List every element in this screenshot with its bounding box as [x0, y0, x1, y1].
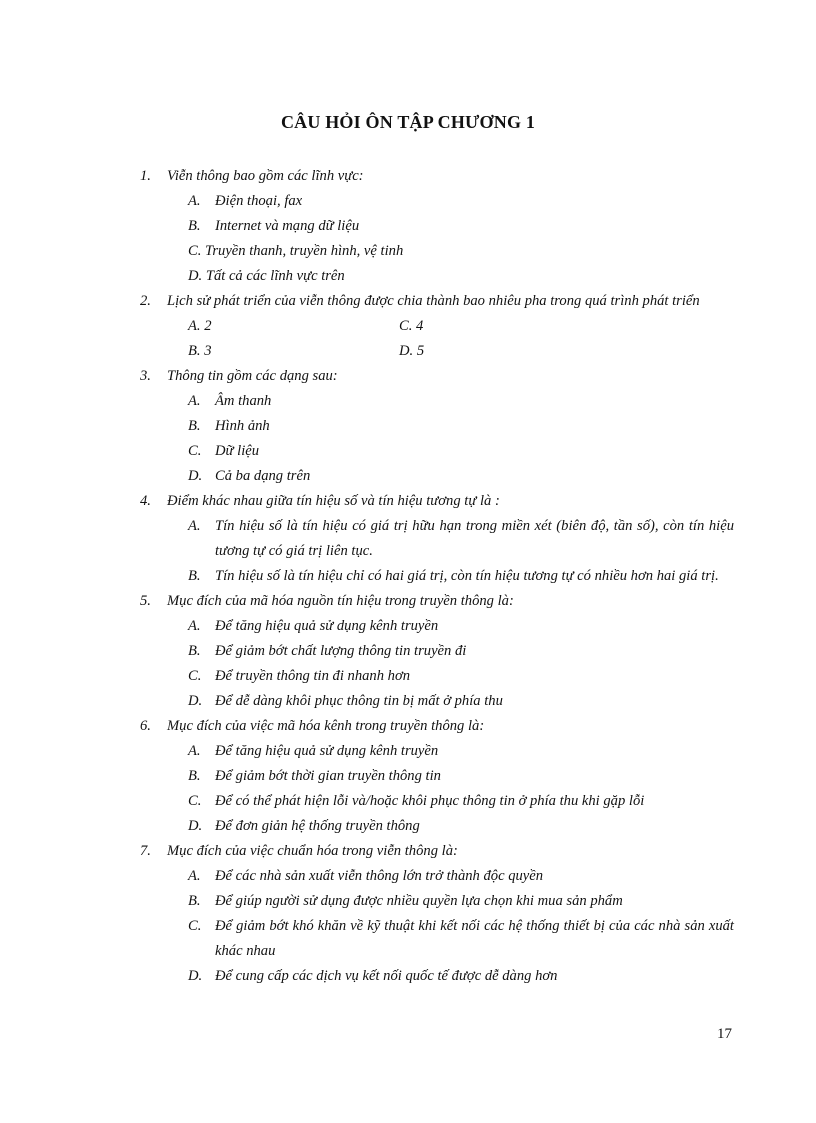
option-text: Để các nhà sản xuất viễn thông lớn trở thành độc quyền [215, 868, 544, 884]
option-text: Hình ảnh [215, 418, 270, 434]
option-5b [140, 639, 734, 664]
option-label: D. [188, 968, 203, 984]
option-3a [140, 389, 734, 414]
option-text: Internet và mạng dữ liệu [215, 218, 360, 234]
question-text: Thông tin gồm các dạng sau: [167, 368, 338, 384]
option-7c [140, 914, 734, 964]
page-number: 17 [717, 1026, 732, 1042]
question-text: Mục đích của việc chuẩn hóa trong viễn thông là: [167, 843, 458, 859]
option-text: Để giúp người sử dụng được nhiều quyền lựa chọn khi mua sản phẩm [215, 893, 623, 909]
option-text: Dữ liệu [215, 443, 260, 459]
option-label: B. [188, 418, 201, 434]
option-1b [140, 214, 734, 239]
option-text: Để giảm bớt chất lượng thông tin truyền đi [215, 643, 467, 659]
option-7b [140, 889, 734, 914]
option-label: B. [188, 568, 201, 584]
option-label: A. [188, 618, 201, 634]
option-text: Để có thể phát hiện lỗi và/hoặc khôi phục thông tin ở phía thu khi gặp lỗi [215, 793, 645, 809]
question-number: 2. [140, 293, 151, 309]
question-number: 6. [140, 718, 151, 734]
option-text: Để truyền thông tin đi nhanh hơn [215, 668, 411, 684]
option-2b: B. 3 [188, 343, 212, 359]
option-6b [140, 764, 734, 789]
option-3d [140, 464, 734, 489]
option-6c [140, 789, 734, 814]
option-label: C. [188, 668, 202, 684]
option-label: B. [188, 893, 201, 909]
option-3c [140, 439, 734, 464]
option-7a [140, 864, 734, 889]
option-row [140, 339, 734, 364]
option-5c [140, 664, 734, 689]
option-row [140, 314, 734, 339]
option-label: A. [188, 743, 201, 759]
option-1a [140, 189, 734, 214]
option-text: Điện thoại, fax [215, 193, 303, 209]
option-2a: A. 2 [188, 318, 212, 334]
option-label: B. [188, 218, 201, 234]
option-text: Để tăng hiệu quả sử dụng kênh truyền [215, 618, 439, 634]
question-text: Mục đích của việc mã hóa kênh trong truyền thông là: [167, 718, 485, 734]
question-text: Mục đích của mã hóa nguồn tín hiệu trong truyền thông là: [167, 593, 514, 609]
option-label: C. [188, 793, 202, 809]
option-2c: C. 4 [399, 318, 424, 334]
option-text: Tín hiệu số là tín hiệu chỉ có hai giá trị, còn tín hiệu tương tự có nhiều hơn hai giá trị. [215, 568, 719, 584]
question-number: 5. [140, 593, 151, 609]
option-label: C. [188, 918, 202, 934]
question-number: 4. [140, 493, 151, 509]
question-text: Lịch sử phát triển của viễn thông được chia thành bao nhiêu pha trong quá trình phát triển [167, 293, 700, 309]
option-2d: D. 5 [399, 343, 425, 359]
option-text: Cả ba dạng trên [215, 468, 311, 484]
question-4 [140, 489, 734, 514]
option-text: Để dễ dàng khôi phục thông tin bị mất ở phía thu [215, 693, 503, 709]
question-3 [140, 364, 734, 389]
question-6 [140, 714, 734, 739]
option-1d: D. Tất cả các lĩnh vực trên [188, 268, 345, 284]
option-text: Để tăng hiệu quả sử dụng kênh truyền [215, 743, 439, 759]
question-text: Viễn thông bao gồm các lĩnh vực: [167, 168, 364, 184]
option-label: D. [188, 693, 203, 709]
option-label: A. [188, 518, 201, 534]
option-4b [140, 564, 734, 589]
option-6d [140, 814, 734, 839]
option-text: Để cung cấp các dịch vụ kết nối quốc tế được dễ dàng hơn [215, 968, 558, 984]
option-label: D. [188, 468, 203, 484]
question-list [140, 164, 734, 989]
question-text: Điểm khác nhau giữa tín hiệu số và tín hiệu tương tự là : [167, 493, 500, 509]
option-text: Để giảm bớt thời gian truyền thông tin [215, 768, 441, 784]
option-5d [140, 689, 734, 714]
option-5a [140, 614, 734, 639]
question-7 [140, 839, 734, 864]
option-text: Âm thanh [215, 393, 272, 409]
option-label: A. [188, 868, 201, 884]
option-label: B. [188, 643, 201, 659]
option-1c: C. Truyền thanh, truyền hình, vệ tinh [188, 243, 404, 259]
option-label: B. [188, 768, 201, 784]
question-2 [140, 289, 734, 314]
question-5 [140, 589, 734, 614]
question-number: 7. [140, 843, 151, 859]
page-title: CÂU HỎI ÔN TẬP CHƯƠNG 1 [280, 112, 536, 132]
option-3b [140, 414, 734, 439]
option-6a [140, 739, 734, 764]
option-text: Để đơn giản hệ thống truyền thông [215, 818, 420, 834]
option-7d [140, 964, 734, 989]
question-number: 1. [140, 168, 151, 184]
option-text: Tín hiệu số là tín hiệu có giá trị hữu hạn trong miền xét (biên độ, tần số), còn tín hiệu tương tự có giá trị liên tục. [215, 518, 734, 559]
option-4a [140, 514, 734, 564]
option-text: Để giảm bớt khó khăn về kỹ thuật khi kết nối các hệ thống thiết bị của các nhà sản xuất khác nhau [215, 918, 734, 959]
question-1 [140, 164, 734, 189]
option-label: C. [188, 443, 202, 459]
option-label: A. [188, 393, 201, 409]
option-label: A. [188, 193, 201, 209]
question-number: 3. [140, 368, 151, 384]
option-label: D. [188, 818, 203, 834]
